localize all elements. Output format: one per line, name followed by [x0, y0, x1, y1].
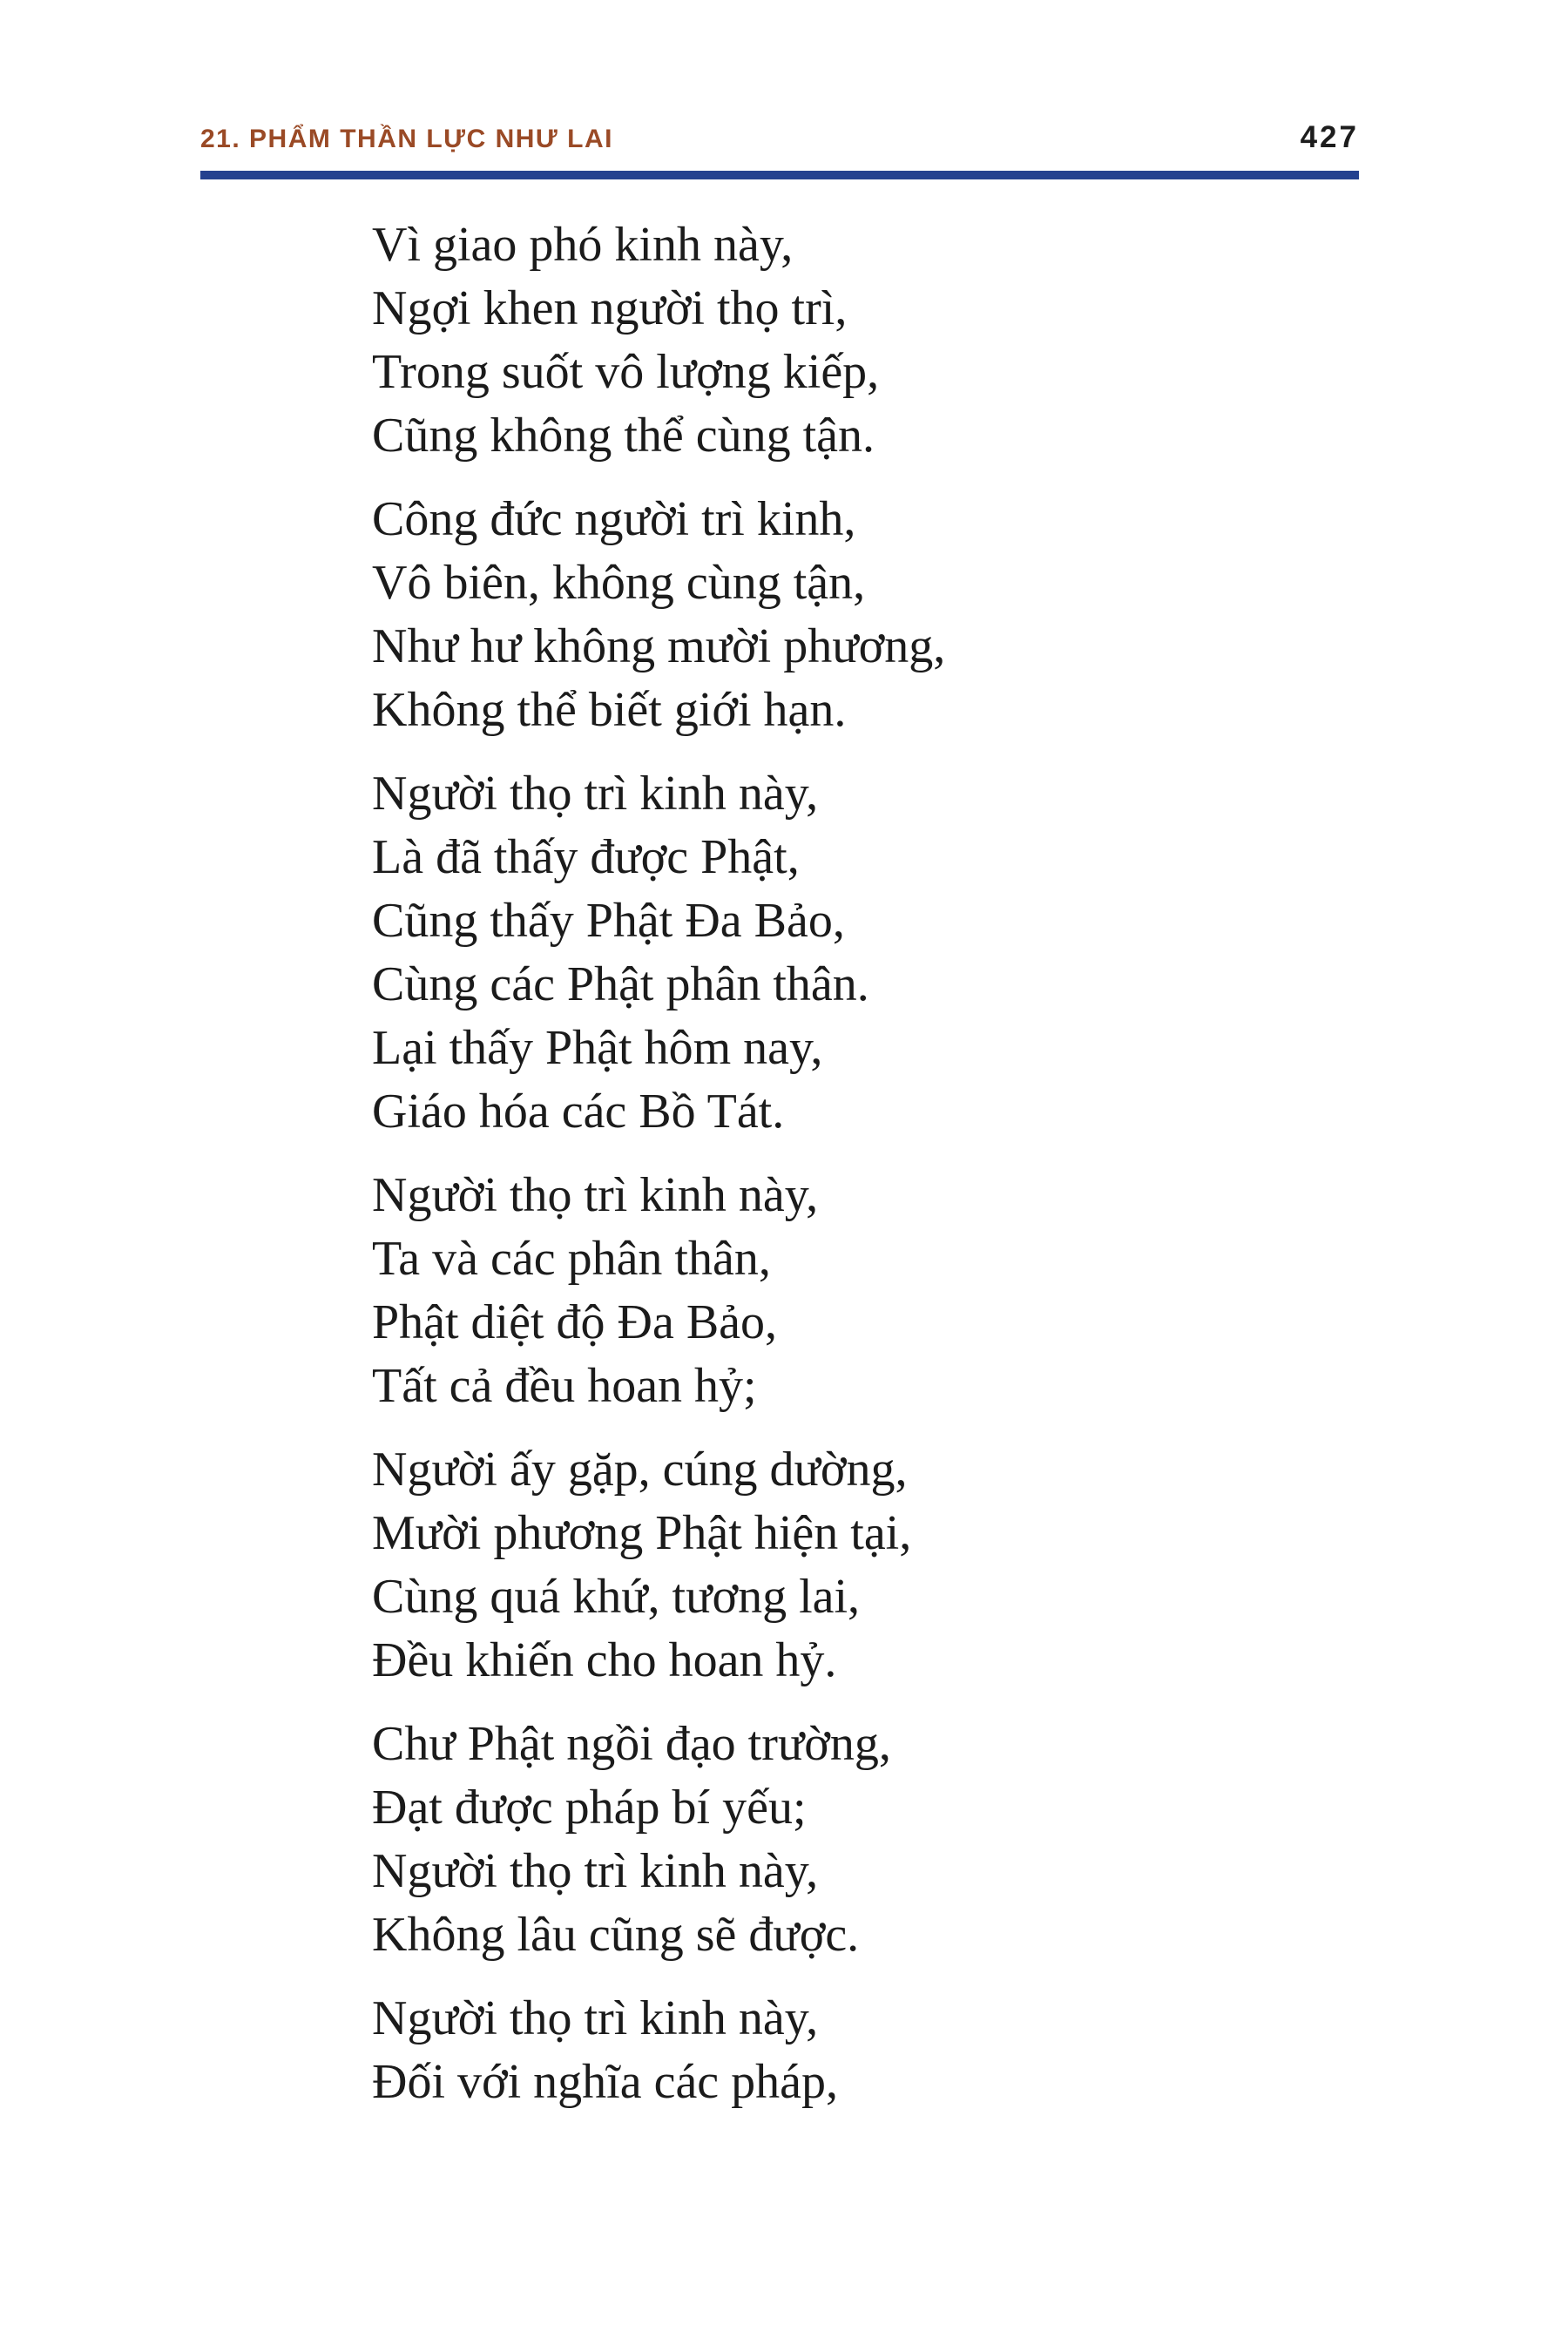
poem-line: Đều khiến cho hoan hỷ.: [372, 1633, 837, 1687]
poem-line: Không thể biết giới hạn.: [372, 683, 847, 737]
stanza: [372, 1713, 945, 1967]
stanza: [372, 488, 945, 742]
poem-line: Cũng thấy Phật Đa Bảo,: [372, 894, 845, 948]
poem-line: Đối với nghĩa các pháp,: [372, 2055, 839, 2109]
page-number: 427: [1300, 120, 1359, 154]
poem-line: Người ấy gặp, cúng dường,: [372, 1443, 908, 1497]
poem-line: Chư Phật ngồi đạo trường,: [372, 1717, 891, 1771]
page-header: [200, 120, 1359, 155]
poem-line: Tất cả đều hoan hỷ;: [372, 1359, 757, 1413]
stanza: [372, 762, 945, 1144]
poem-line: Vô biên, không cùng tận,: [372, 556, 866, 610]
stanza: [372, 1438, 945, 1693]
poem-line: Người thọ trì kinh này,: [372, 1168, 819, 1222]
poem-line: Là đã thấy được Phật,: [372, 830, 800, 884]
poem-line: Người thọ trì kinh này,: [372, 1844, 819, 1898]
poem-line: Như hư không mười phương,: [372, 619, 946, 673]
poem-line: Trong suốt vô lượng kiếp,: [372, 345, 880, 399]
poem-line: Cùng quá khứ, tương lai,: [372, 1570, 861, 1624]
poem-line: Người thọ trì kinh này,: [372, 767, 819, 821]
poem-line: Công đức người trì kinh,: [372, 492, 856, 546]
poem-line: Giáo hóa các Bồ Tát.: [372, 1085, 785, 1139]
stanza: [372, 213, 945, 468]
poem-line: Phật diệt độ Đa Bảo,: [372, 1295, 778, 1349]
stanza: [372, 1987, 945, 2114]
poem-line: Cùng các Phật phân thân.: [372, 957, 869, 1011]
poem-line: Ngợi khen người thọ trì,: [372, 281, 848, 335]
poem-line: Cũng không thể cùng tận.: [372, 409, 875, 463]
poem-line: Đạt được pháp bí yếu;: [372, 1781, 807, 1835]
poem: [372, 213, 945, 2134]
chapter-title: 21. PHẨM THẦN LỰC NHƯ LAI: [200, 125, 613, 153]
poem-line: Không lâu cũng sẽ được.: [372, 1908, 860, 1962]
header-rule-divider: [200, 171, 1359, 179]
poem-line: Mười phương Phật hiện tại,: [372, 1506, 912, 1560]
poem-line: Ta và các phân thân,: [372, 1232, 771, 1286]
stanza: [372, 1164, 945, 1418]
poem-line: Lại thấy Phật hôm nay,: [372, 1021, 823, 1075]
poem-line: Vì giao phó kinh này,: [372, 218, 794, 272]
poem-line: Người thọ trì kinh này,: [372, 1991, 819, 2045]
